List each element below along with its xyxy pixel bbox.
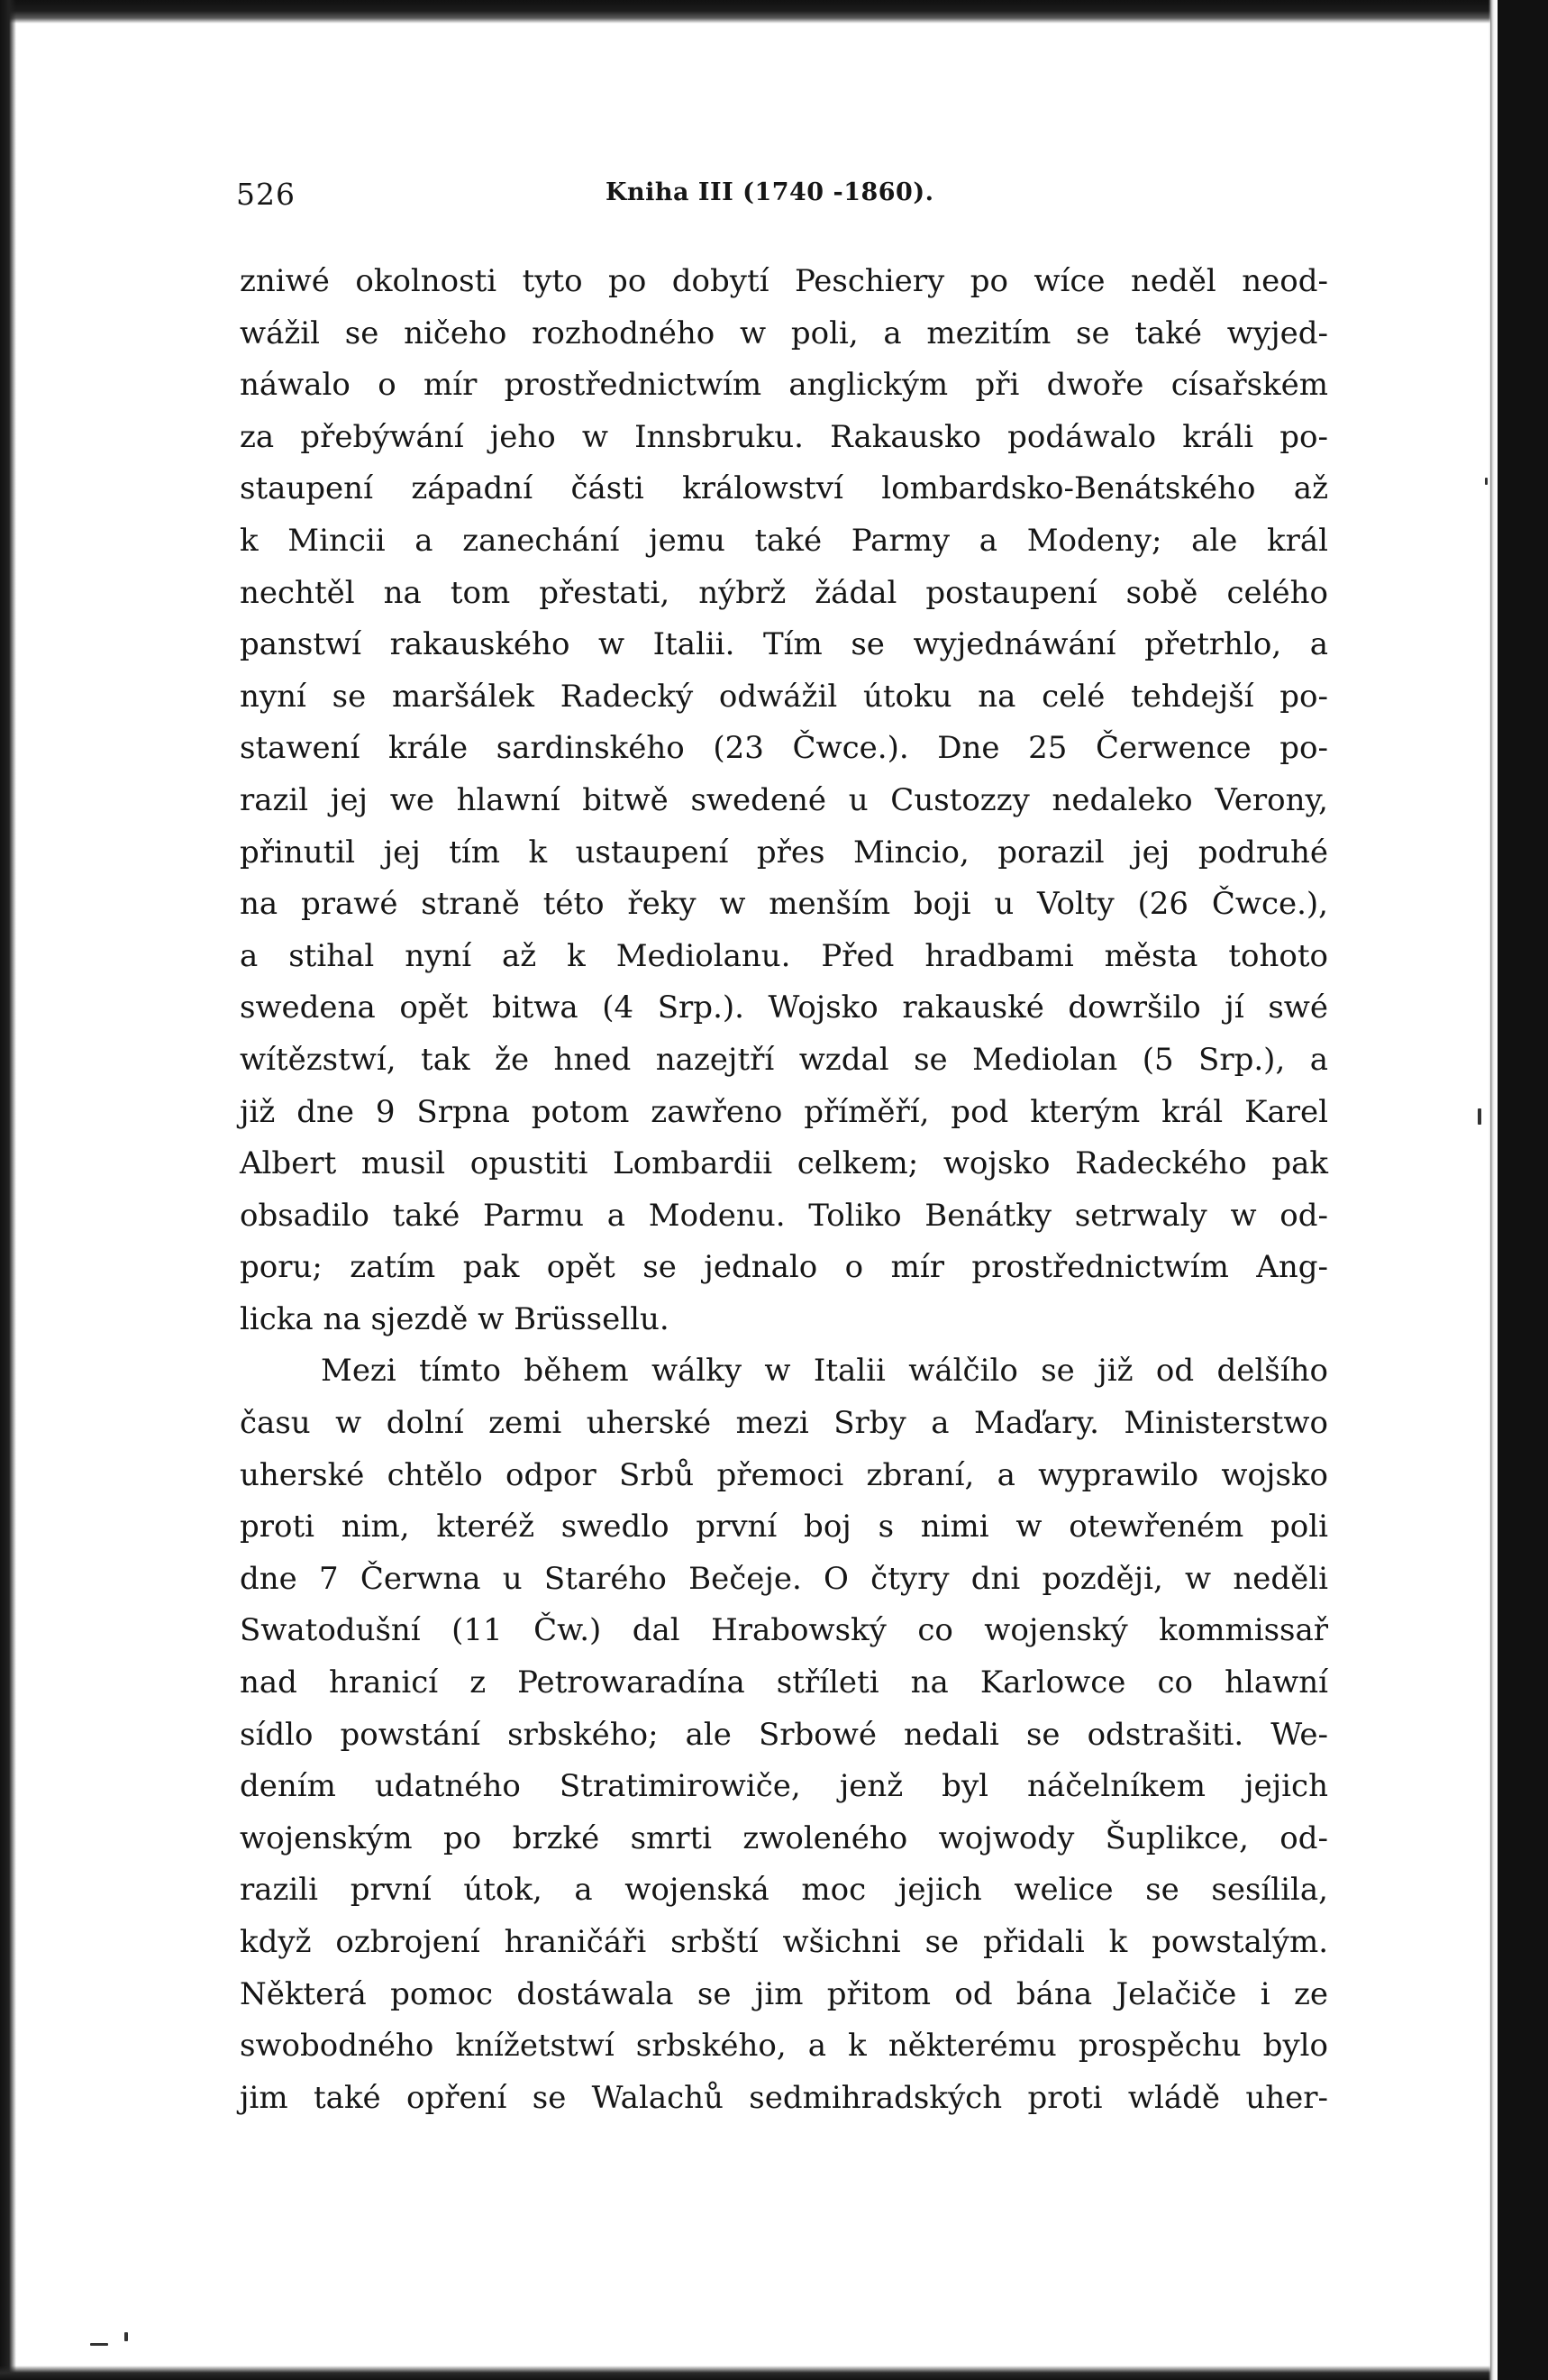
text-line: zniwé okolnosti tyto po dobytí Peschiery po wíce neděl neod- [240,263,1328,299]
text-line: dne 7 Čerwna u Starého Bečeje. O čtyry dni později, w neděli [240,1560,1328,1597]
scan-border-left [0,0,16,2380]
text-line: přinutil jej tím k ustaupení přes Mincio, porazil jej podruhé [240,834,1328,871]
scan-edge-shadow [1489,0,1498,2380]
text-line: swedena opět bitwa (4 Srp.). Wojsko rakauské dowršilo jí swé [240,989,1328,1026]
page-header [236,177,1334,216]
text-line: panstwí rakauského w Italii. Tím se wyjednáwání přetrhlo, a [240,626,1328,663]
scan-border-bottom [0,2366,1548,2380]
paragraph-end-line: licka na sjezdě w Brüssellu. [240,1300,669,1337]
text-line: proti nim, kteréž swedlo první boj s nimi w otewřeném poli [240,1509,1328,1546]
text-line: uherské chtělo odpor Srbů přemoci zbraní, a wyprawilo wojsko [240,1456,1328,1493]
text-line: jim také opření se Walachů sedmihradských proti wládě uher- [240,2079,1328,2116]
page-number: 526 [236,177,296,212]
text-line: poru; zatím pak opět se jednalo o mír prostřednictwím Ang- [240,1249,1328,1286]
text-line: času w dolní zemi uherské mezi Srby a Maďary. Ministerstwo [240,1405,1328,1442]
body-text [240,256,1328,2124]
text-line: Albert musil opustiti Lombardii celkem; wojsko Radeckého pak [240,1145,1328,1182]
text-line: wážil se ničeho rozhodného w poli, a mezitím se také wyjed- [240,315,1328,351]
paragraph-start-line: Mezi tímto během wálky w Italii wálčilo se již od delšího [321,1353,1328,1390]
text-line: nyní se maršálek Radecký odwážil útoku na celé tehdejší po- [240,678,1328,715]
text-line: nad hranicí z Petrowaradína stříleti na Karlowce co hlawní [240,1664,1328,1701]
scan-border-top [0,0,1548,23]
text-line: a stihal nyní až k Mediolanu. Před hradbami města tohoto [240,937,1328,974]
text-line: nechtěl na tom přestati, nýbrž žádal postaupení sobě celého [240,574,1328,611]
text-line: již dne 9 Srpna potom zawřeno příměří, pod kterým král Karel [240,1093,1328,1130]
scan-speck [90,2343,108,2346]
text-line: sídlo powstání srbského; ale Srbowé nedali se odstrašiti. We- [240,1716,1328,1753]
scan-speck [124,2332,128,2341]
text-line: wítězstwí, tak že hned nazejtří wzdal se Mediolan (5 Srp.), a [240,1041,1328,1078]
text-line: za přebýwání jeho w Innsbruku. Rakausko podáwalo králi po- [240,418,1328,455]
text-line: staupení západní části králowství lombardsko-Benátského až [240,470,1328,507]
text-line: obsadilo také Parmu a Modenu. Toliko Benátky setrwaly w od- [240,1197,1328,1234]
text-line: stawení krále sardinského (23 Čwce.). Dne 25 Čerwence po- [240,730,1328,767]
text-line: razil jej we hlawní bitwě swedené u Custozzy nedaleko Verony, [240,781,1328,818]
text-line: Swatodušní (11 Čw.) dal Hrabowský co wojenský kommissař [240,1612,1328,1649]
text-line: Některá pomoc dostáwala se jim přitom od bána Jelačiče i ze [240,1975,1328,2012]
scan-border-right [1498,0,1548,2380]
text-line: dením udatného Stratimirowiče, jenž byl náčelníkem jejich [240,1768,1328,1805]
scan-speck [1485,478,1488,485]
running-head: Kniha III (1740 -1860). [606,178,934,206]
text-line: k Mincii a zanechání jemu také Parmy a Modeny; ale král [240,522,1328,559]
scan-speck [1478,1108,1481,1125]
text-line: na prawé straně této řeky w menším boji u Volty (26 Čwce.), [240,886,1328,923]
text-line: wojenským po brzké smrti zwoleného wojwody Šuplikce, od- [240,1819,1328,1856]
text-line: náwalo o mír prostřednictwím anglickým při dwoře císařském [240,367,1328,404]
text-line: razili první útok, a wojenská moc jejich welice se sesílila, [240,1872,1328,1909]
text-line: swobodného knížetstwí srbského, a k některému prospěchu bylo [240,2028,1328,2065]
text-line: když ozbrojení hraničáři srbští wšichni se přidali k powstalým. [240,1924,1328,1960]
